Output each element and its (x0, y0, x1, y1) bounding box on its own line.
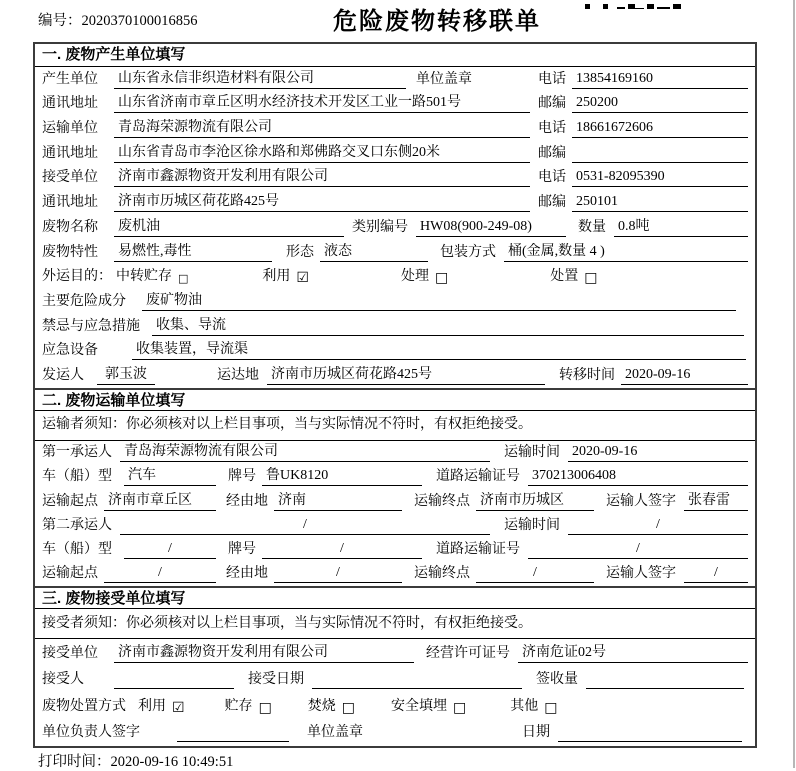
zip-label: 邮编 (538, 96, 566, 112)
option-label: 处理 (400, 269, 429, 285)
business-license-value: 济南危证02号 (518, 644, 748, 663)
checkbox-unchecked-icon: □ (258, 699, 272, 716)
phone-value: 18661672606 (572, 119, 748, 138)
equipment-value: 收集装置，导流渠 (132, 341, 746, 360)
checkbox-unchecked-icon: □ (178, 272, 189, 286)
carrier-sign-value: / (684, 564, 748, 583)
road-license-value: 370213006408 (528, 467, 748, 486)
hazard-value: 废矿物油 (142, 292, 736, 311)
destination-label: 运达地 (217, 367, 259, 383)
via-label: 经由地 (226, 566, 268, 582)
taboo-label: 禁忌与应急措施 (42, 318, 140, 334)
quantity-value: 0.8吨 (614, 218, 748, 237)
checkbox-unchecked-icon: □ (584, 270, 598, 287)
endpoint-value: 济南市历城区 (476, 492, 594, 511)
zip-label: 邮编 (538, 145, 566, 161)
shipper-label: 发运人 (42, 367, 84, 383)
plate-value: 鲁UK8120 (262, 467, 422, 486)
page-title: 危险废物转移联单 (333, 8, 541, 35)
section-generator (35, 44, 755, 388)
category-label: 类别编号 (352, 219, 408, 235)
receive-date-label: 接受日期 (248, 672, 304, 688)
transport-time-label: 运输时间 (504, 445, 560, 461)
via-label: 经由地 (226, 493, 268, 509)
transport-time-value: 2020-09-16 (568, 443, 748, 462)
transporter-label: 运输单位 (42, 121, 98, 137)
address-value: 济南市历城区荷花路425号 (114, 193, 530, 212)
section-receiver (35, 586, 755, 745)
zip-value: 250200 (572, 94, 748, 113)
section-receiver-title: 三. 废物接受单位填写 (35, 586, 755, 609)
zip-label: 邮编 (538, 195, 566, 211)
form-state-label: 形态 (286, 244, 314, 260)
character-label: 废物特性 (42, 244, 98, 260)
print-time-label: 打印时间： (38, 754, 111, 770)
option-label: 处置 (550, 269, 579, 285)
address-label: 通讯地址 (42, 195, 98, 211)
purpose-label: 外运目的： (42, 269, 112, 285)
received-amount-value (586, 671, 744, 689)
row-producer (35, 67, 755, 92)
receive-person-value (114, 671, 234, 689)
transfer-time-value: 2020-09-16 (621, 366, 748, 385)
business-license-label: 经营许可证号 (426, 645, 510, 661)
date-value (558, 724, 742, 742)
zip-value: 250101 (572, 193, 748, 212)
received-amount-label: 签收量 (536, 672, 578, 688)
origin-value: / (104, 564, 216, 583)
section-transporter (35, 388, 755, 586)
carrier-value: 青岛海荣源物流有限公司 (120, 443, 490, 462)
checkbox-unchecked-icon: □ (453, 699, 467, 716)
hazard-label: 主要危险成分 (42, 293, 126, 309)
doc-number (38, 9, 198, 30)
endpoint-value: / (476, 564, 594, 583)
option-utilize (262, 268, 309, 286)
endpoint-label: 运输终点 (414, 493, 470, 509)
receiver-notice: 接受者须知：你必须核对以上栏目事项，当与实际情况不符时，有权拒绝接受。 (35, 609, 755, 639)
phone-value: 13854169160 (572, 70, 748, 89)
section-transporter-title: 二. 废物运输单位填写 (35, 388, 755, 411)
unit-seal-label: 单位盖章 (416, 71, 472, 87)
category-value: HW08(900-249-08) (416, 218, 566, 237)
plate-label: 牌号 (228, 469, 256, 485)
phone-label: 电话 (538, 170, 566, 186)
row-responsible-sign (35, 719, 755, 746)
row-emergency-equipment (35, 339, 755, 364)
road-license-label: 道路运输证号 (436, 469, 520, 485)
phone-label: 电话 (538, 121, 566, 137)
row-waste-name (35, 215, 755, 240)
carrier-label: 第一承运人 (42, 445, 112, 461)
qr-code-fragment-icon (577, 0, 687, 9)
carrier-sign-label: 运输人签字 (606, 566, 676, 582)
via-value: 济南 (274, 492, 402, 511)
disposal-method-label: 废物处置方式 (42, 698, 126, 714)
vehicle-type-label: 车（船）型 (42, 541, 112, 557)
packing-label: 包装方式 (440, 244, 496, 260)
vehicle-type-label: 车（船）型 (42, 469, 112, 485)
endpoint-label: 运输终点 (414, 566, 470, 582)
vehicle-type-value: 汽车 (124, 467, 216, 486)
carrier-label: 第二承运人 (42, 517, 112, 533)
option-label: 利用 (138, 698, 166, 714)
destination-value: 济南市历城区荷花路425号 (267, 366, 545, 385)
row-vehicle-2 (35, 538, 755, 562)
row-shipper (35, 363, 755, 388)
row-carrier-1 (35, 441, 755, 465)
producer-label: 产生单位 (42, 71, 98, 87)
vehicle-type-value: / (124, 540, 216, 559)
plate-value: / (262, 540, 422, 559)
origin-label: 运输起点 (42, 493, 98, 509)
character-value: 易燃性,毒性 (114, 243, 272, 262)
taboo-value: 收集、导流 (152, 317, 744, 336)
option-utilize (138, 698, 185, 716)
section-generator-title: 一. 废物产生单位填写 (35, 44, 755, 67)
receive-unit-label: 接受单位 (42, 645, 98, 661)
form-state-value: 液态 (320, 243, 428, 262)
option-landfill (391, 698, 466, 716)
row-receiver (35, 166, 755, 191)
receive-date-value (312, 671, 522, 689)
row-transporter-address (35, 141, 755, 166)
row-route-1 (35, 489, 755, 513)
option-incinerate (308, 698, 355, 716)
option-label: 其他 (510, 698, 539, 714)
origin-label: 运输起点 (42, 566, 98, 582)
print-time-value: 2020-09-16 10:49:51 (110, 754, 234, 770)
row-receiver-address (35, 190, 755, 215)
equipment-label: 应急设备 (42, 343, 98, 359)
address-value: 山东省青岛市李沧区徐水路和郑佛路交叉口东侧20米 (114, 144, 530, 163)
transport-time-label: 运输时间 (504, 517, 560, 533)
plate-label: 牌号 (228, 541, 256, 557)
checkbox-unchecked-icon: □ (341, 699, 356, 716)
row-route-2 (35, 562, 755, 586)
row-vehicle-1 (35, 465, 755, 489)
option-label: 贮存 (224, 698, 253, 714)
row-taboo-measures (35, 314, 755, 339)
transporter-value: 青岛海荣源物流有限公司 (114, 119, 530, 138)
option-other (510, 698, 557, 716)
option-dispose (550, 268, 597, 286)
option-storage (225, 698, 272, 716)
waste-name-label: 废物名称 (42, 219, 98, 235)
waste-name-value: 废机油 (114, 218, 344, 237)
responsible-sign-label: 单位负责人签字 (42, 725, 140, 741)
receive-unit-value: 济南市鑫源物资开发利用有限公司 (114, 644, 414, 663)
phone-value: 0531-82095390 (572, 168, 748, 187)
row-disposal-method (35, 692, 755, 719)
phone-label: 电话 (538, 71, 566, 87)
quantity-label: 数量 (578, 219, 606, 235)
option-label: 中转贮存 (116, 269, 172, 285)
receive-person-label: 接受人 (42, 672, 84, 688)
option-transfer-storage (116, 268, 188, 286)
row-receive-person (35, 666, 755, 693)
checkbox-unchecked-icon: □ (434, 270, 449, 287)
road-license-value: / (528, 540, 748, 559)
address-label: 通讯地址 (42, 145, 98, 161)
row-producer-address (35, 92, 755, 117)
doc-number-label: 编号： (38, 13, 82, 29)
carrier-sign-value: 张春雷 (684, 492, 748, 511)
row-hazard-component (35, 289, 755, 314)
road-license-label: 道路运输证号 (436, 541, 520, 557)
row-receive-unit (35, 639, 755, 666)
checkbox-checked-icon: ☑ (172, 699, 185, 716)
carrier-value: / (120, 516, 490, 535)
via-value: / (274, 564, 402, 583)
checkbox-unchecked-icon: □ (544, 699, 558, 716)
address-label: 通讯地址 (42, 96, 98, 112)
row-waste-character (35, 240, 755, 265)
address-value: 山东省济南市章丘区明水经济技术开发区工业一路501号 (114, 94, 530, 113)
option-label: 利用 (262, 269, 291, 285)
transporter-notice: 运输者须知：你必须核对以上栏目事项，当与实际情况不符时，有权拒绝接受。 (35, 411, 755, 441)
manifest-form (33, 42, 757, 748)
doc-number-value: 2020370100016856 (81, 13, 198, 29)
transfer-time-label: 转移时间 (559, 367, 615, 383)
receiver-label: 接受单位 (42, 170, 98, 186)
carrier-sign-label: 运输人签字 (606, 493, 676, 509)
row-purpose (35, 265, 755, 290)
zip-value (572, 145, 748, 163)
receiver-value: 济南市鑫源物资开发利用有限公司 (114, 168, 530, 187)
option-label: 焚烧 (307, 698, 336, 714)
producer-value: 山东省永信非织造材料有限公司 (114, 70, 406, 89)
row-transporter (35, 116, 755, 141)
unit-seal-label: 单位盖章 (307, 725, 363, 741)
row-carrier-2 (35, 514, 755, 538)
option-label: 安全填埋 (391, 698, 448, 714)
origin-value: 济南市章丘区 (104, 492, 216, 511)
page-edge-divider (793, 0, 795, 768)
shipper-value: 郭玉波 (97, 366, 155, 385)
option-treat (401, 268, 448, 286)
responsible-sign-value (177, 724, 289, 742)
date-label: 日期 (522, 725, 550, 741)
packing-value: 桶(金属,数量 4 ) (504, 243, 748, 262)
checkbox-checked-icon: ☑ (296, 270, 309, 287)
transport-time-value: / (568, 516, 748, 535)
